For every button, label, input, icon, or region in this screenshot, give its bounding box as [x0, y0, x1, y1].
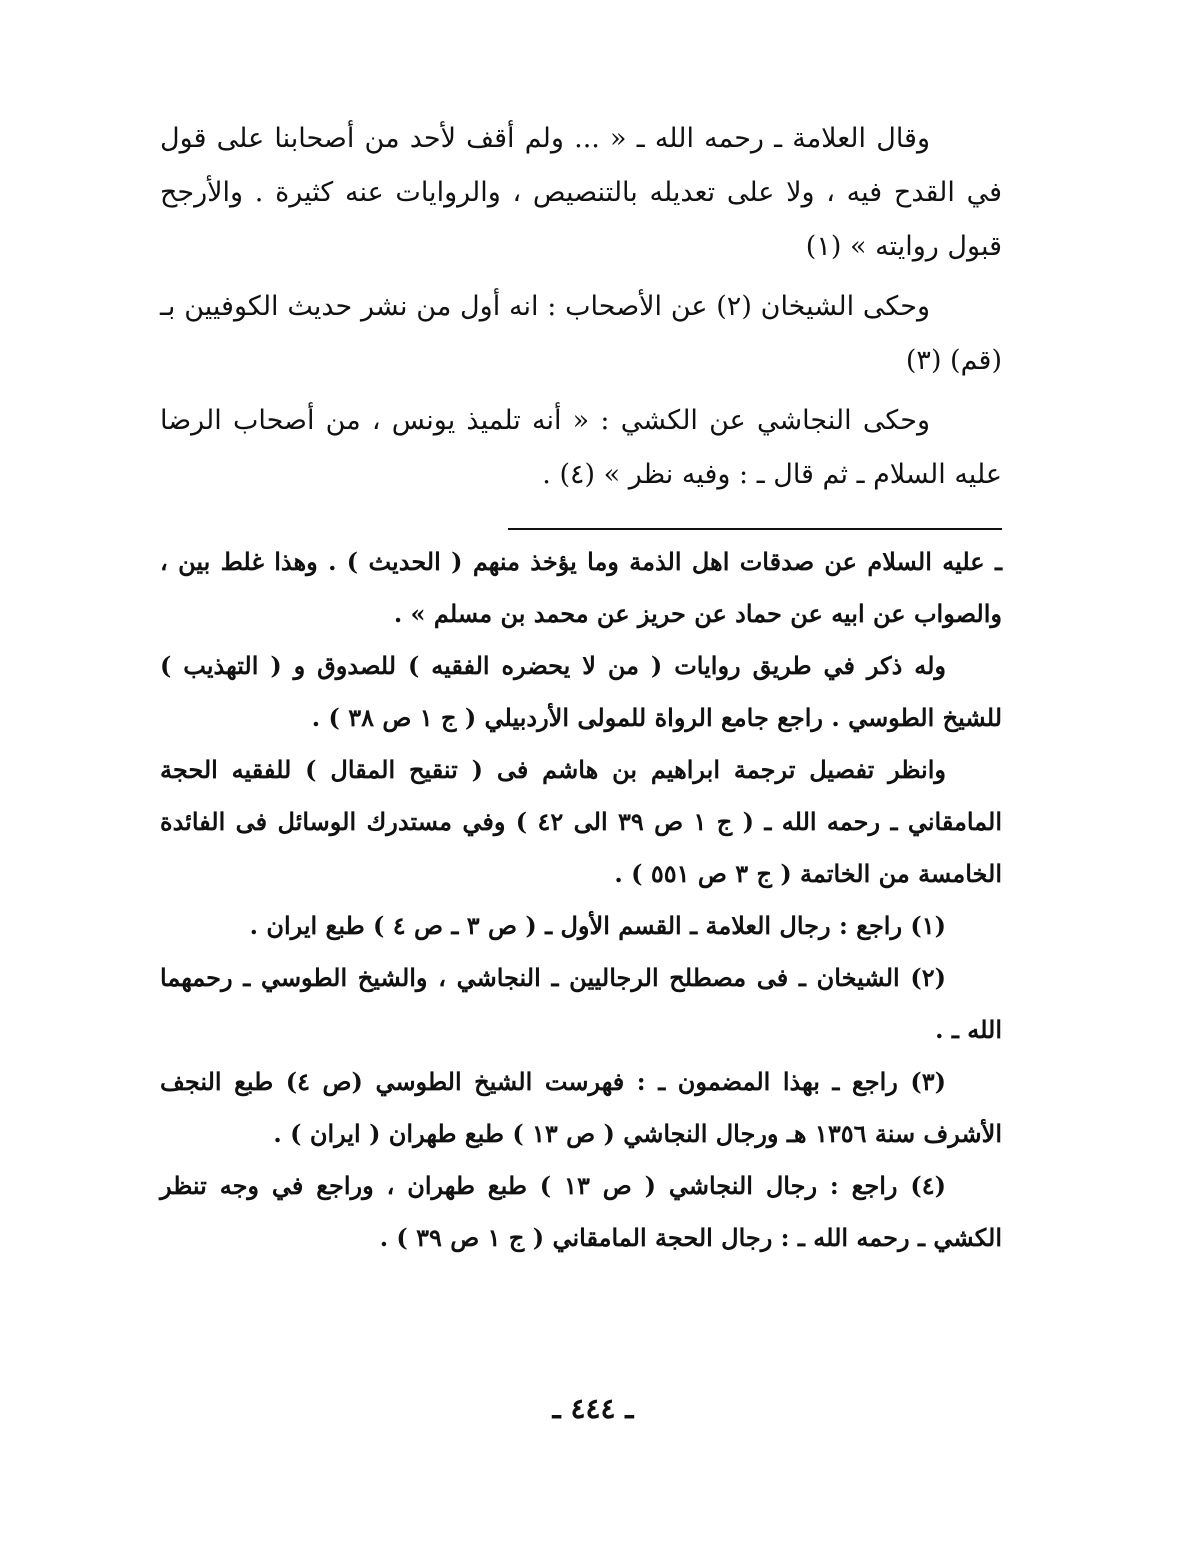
footnote-1: (١) راجع : رجال العلامة ـ القسم الأول ـ ( ص ٣ ـ ص ٤ ) طبع ايران . [249, 911, 946, 940]
footnote-paragraph: وله ذكر في طريق روايات ( من لا يحضره الفقيه ) للصدوق و ( التهذيب ) للشيخ الطوسي . راجع جامع الرواة للمولى الأردبيلي ( ج ١ ص ٣٨ ) . [160, 651, 1002, 732]
footnote-paragraph: وانظر تفصيل ترجمة ابراهيم بن هاشم فى ( تنقيح المقال ) للفقيه الحجة المامقاني ـ رحمه الله ـ ( ج ١ ص ٣٩ الى ٤٢ ) وفي مستدرك الوسائل فى الفائدة الخامسة من الخاتمة ( ج ٣ ص ٥٥١ ) . [160, 755, 1002, 888]
footnote-3: (٣) راجع ـ بهذا المضمون ـ : فهرست الشيخ الطوسي (ص ٤) طبع النجف الأشرف سنة ١٣٥٦ هـ ورجال النجاشي ( ص ١٣ ) طبع طهران ( ايران ) . [160, 1067, 1002, 1148]
footnote-2: (٢) الشيخان ـ فى مصطلح الرجاليين ـ النجاشي ، والشيخ الطوسي ـ رحمهما الله ـ . [160, 963, 1002, 1044]
footnote-4: (٤) راجع : رجال النجاشي ( ص ١٣ ) طبع طهران ، وراجع في وجه تنظر الكشي ـ رحمه الله ـ : رجال الحجة المامقاني ( ج ١ ص ٣٩ ) . [160, 1171, 1002, 1252]
footnote-continuation: ـ عليه السلام عن صدقات اهل الذمة وما يؤخذ منهم ( الحديث ) . وهذا غلط بين ، والصواب عن ابيه عن حماد عن حريز عن محمد بن مسلم » . [160, 547, 1002, 628]
footnotes [160, 536, 1002, 1264]
main-paragraph: وقال العلامة ـ رحمه الله ـ « ... ولم أقف لأحد من أصحابنا على قول في القدح فيه ، ولا على تعديله بالتنصيص ، والروايات عنه كثيرة . والأرجح قبول روايته » (١) [160, 123, 1002, 262]
page-number: ـ ٤٤٤ ـ [552, 1392, 634, 1425]
book-page [160, 112, 1002, 1512]
main-text [160, 112, 1002, 502]
footnote-separator [508, 528, 1002, 530]
main-paragraph: وحكى الشيخان (٢) عن الأصحاب : انه أول من نشر حديث الكوفيين بـ (قم) (٣) [160, 291, 1002, 376]
main-paragraph: وحكى النجاشي عن الكشي : « أنه تلميذ يونس ، من أصحاب الرضا عليه السلام ـ ثم قال ـ : وفيه نظر » (٤) . [160, 405, 1002, 490]
